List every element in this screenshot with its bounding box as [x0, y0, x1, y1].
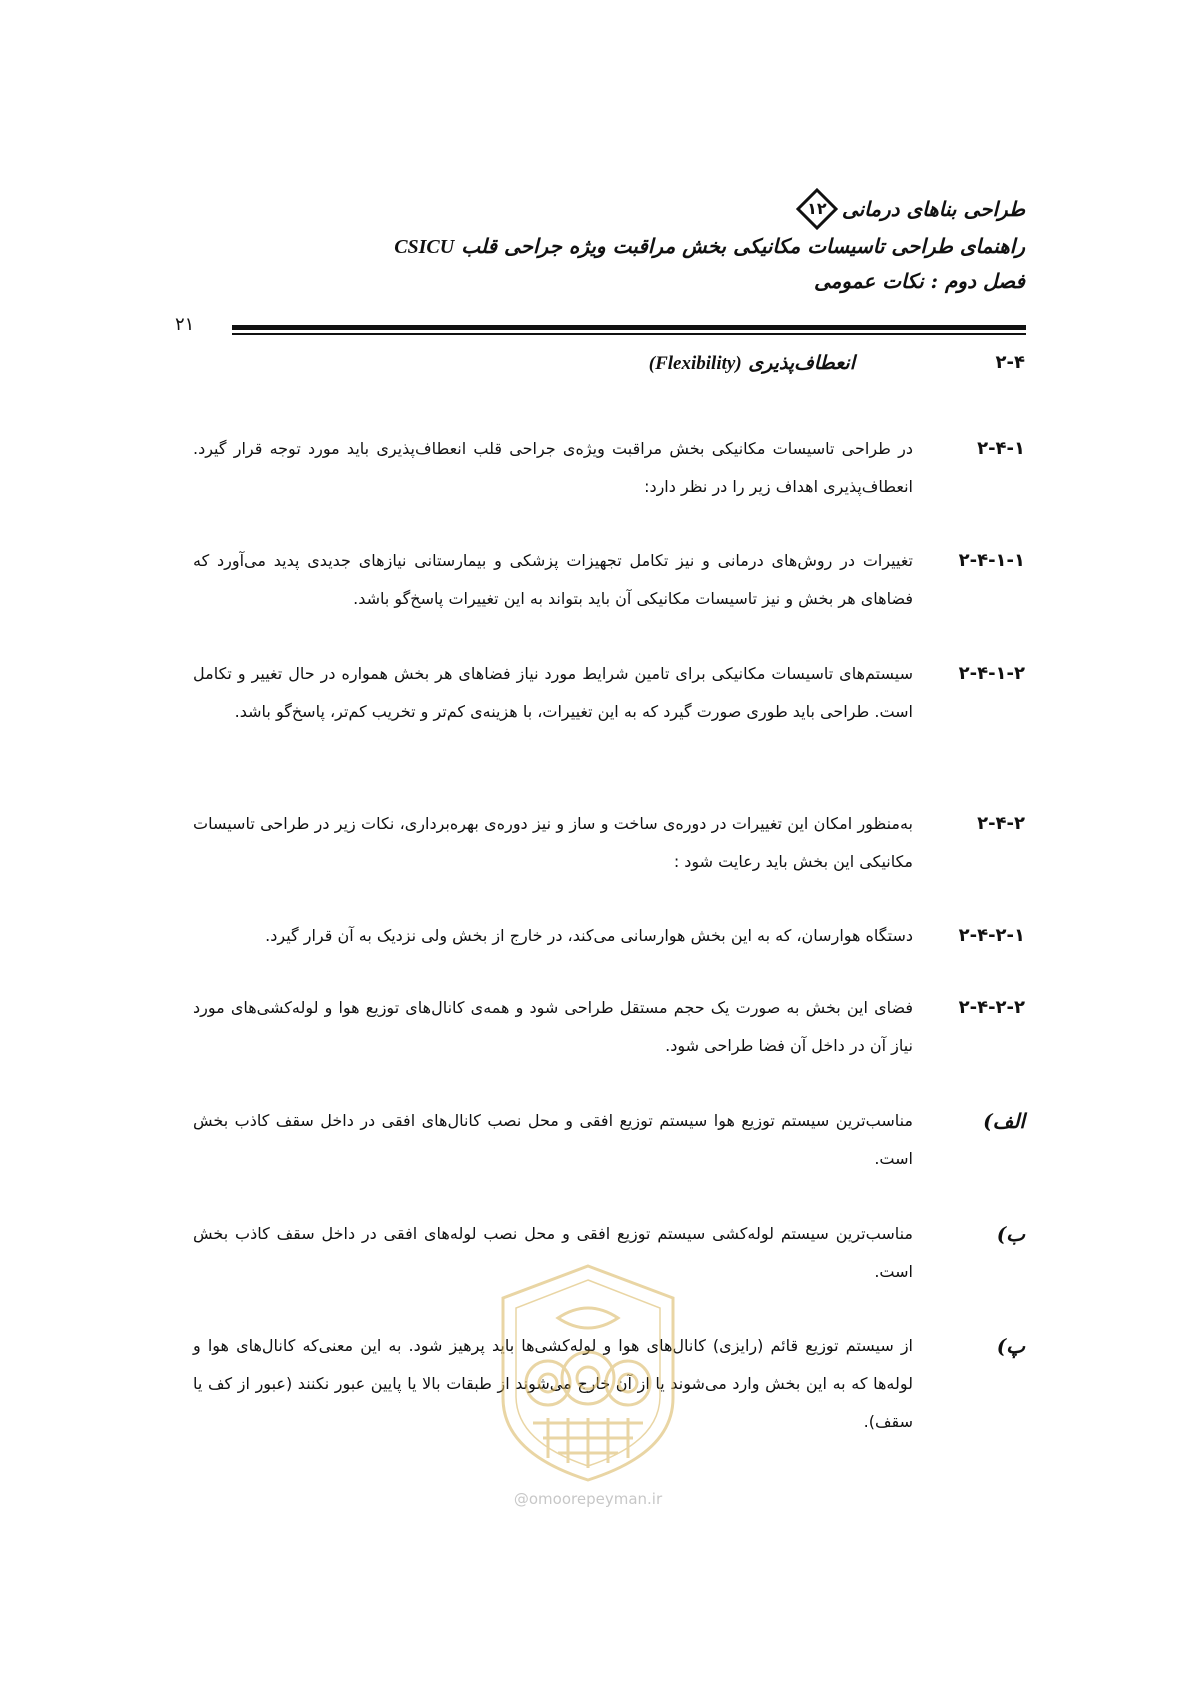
clause-text: دستگاه هوارسان، که به این بخش هوارسانی می‌کند، در خارج از بخش ولی نزدیک به آن قرار گیرد.: [265, 926, 913, 945]
clause: [170, 917, 1025, 955]
clause-number: ۲-۴-۱-۲: [958, 663, 1025, 684]
clause-text: فضای این بخش به صورت یک حجم مستقل طراحی شود و همه‌ی کانال‌های توزیع هوا و لوله‌کشی‌های مورد نیاز آن در داخل آن فضا طراحی شود.: [193, 998, 913, 1055]
clause-text: در طراحی تاسیسات مکانیکی بخش مراقبت ویژه‌ی جراحی قلب انعطاف‌پذیری باید مورد توجه قرار گیرد. انعطاف‌پذیری اهداف زیر را در نظر دارد:: [193, 439, 913, 496]
list-item-text: مناسب‌ترین سیستم توزیع هوا سیستم توزیع افقی و محل نصب کانال‌های افقی در داخل سقف کاذب بخش است.: [193, 1111, 913, 1168]
chapter-title: فصل دوم : نکات عمومی: [814, 269, 1025, 293]
section-title-fa: انعطاف‌پذیری: [748, 352, 855, 374]
section-title: [170, 344, 855, 383]
guide-title-latin: CSICU: [394, 236, 455, 258]
series-title-row: [175, 186, 1025, 232]
watermark: [488, 1258, 688, 1538]
section-title-latin: (Flexibility): [648, 353, 742, 374]
guide-title: [175, 234, 1025, 259]
clause: [170, 655, 1025, 731]
page-number: ۲۱: [175, 314, 195, 335]
clause-number: ۲-۴-۱-۱: [958, 550, 1025, 571]
clause-number: ۲-۴-۲-۱: [958, 925, 1025, 946]
clause: [170, 430, 1025, 506]
clause-number: ۲-۴-۲: [977, 813, 1025, 834]
list-item-text: مناسب‌ترین سیستم لوله‌کشی سیستم توزیع افقی و محل نصب لوله‌های افقی در داخل سقف کاذب بخش است.: [193, 1224, 913, 1281]
section-number: ۲-۴: [995, 352, 1025, 373]
clause-text: به‌منظور امکان این تغییرات در دوره‌ی ساخت و ساز و نیز دوره‌ی بهره‌برداری، نکات زیر در طراحی تاسیسات مکانیکی این بخش باید رعایت شود :: [193, 814, 913, 871]
watermark-emblem-icon: [488, 1258, 688, 1488]
series-title: طراحی بناهای درمانی: [841, 197, 1025, 221]
list-item: [170, 1102, 1025, 1178]
list-item-letter: ب): [996, 1222, 1025, 1246]
list-item-letter: الف): [983, 1109, 1025, 1133]
header-rule: [232, 325, 1026, 337]
series-number-badge: [796, 188, 838, 230]
section-heading: [170, 344, 1025, 383]
clause-text: تغییرات در روش‌های درمانی و نیز تکامل تجهیزات پزشکی و بیمارستانی نیازهای جدیدی پدید می‌آورد که فضاهای هر بخش و نیز تاسیسات مکانیکی آن باید بتواند به این تغییرات پاسخ‌گو باشد.: [193, 551, 913, 608]
clause-number: ۲-۴-۱: [977, 438, 1025, 459]
page-header: [175, 186, 1025, 293]
clause: [170, 542, 1025, 618]
list-item-letter: پ): [996, 1334, 1025, 1358]
watermark-caption: @omoorepeyman.ir: [513, 1490, 663, 1508]
clause: [170, 805, 1025, 881]
list-item-text: از سیستم توزیع قائم (رایزی) کانال‌های هوا و لوله‌کشی‌ها باید پرهیز شود. به این معنی‌که کانال‌های هوا و لوله‌ها که به این بخش وارد می‌شوند یا از آن خارج می‌شوند از طبقات بالا یا پایین عبور نکنند (عبور از کف یا سقف).: [193, 1336, 913, 1431]
clause: [170, 989, 1025, 1065]
clause-number: ۲-۴-۲-۲: [958, 997, 1025, 1018]
series-number: ۱۲: [807, 199, 827, 219]
guide-title-fa: راهنمای طراحی تاسیسات مکانیکی بخش مراقبت ویژه جراحی قلب: [461, 234, 1025, 258]
header-rule-thin: [232, 333, 1026, 335]
clause-text: سیستم‌های تاسیسات مکانیکی برای تامین شرایط مورد نیاز فضاهای هر بخش همواره در حال تغییر و تکامل است. طراحی باید طوری صورت گیرد که به این تغییرات، با هزینه‌ی کم‌تر و تخریب کم‌تر، پاسخ‌گو باشد.: [193, 664, 913, 721]
header-rule-thick: [232, 325, 1026, 330]
